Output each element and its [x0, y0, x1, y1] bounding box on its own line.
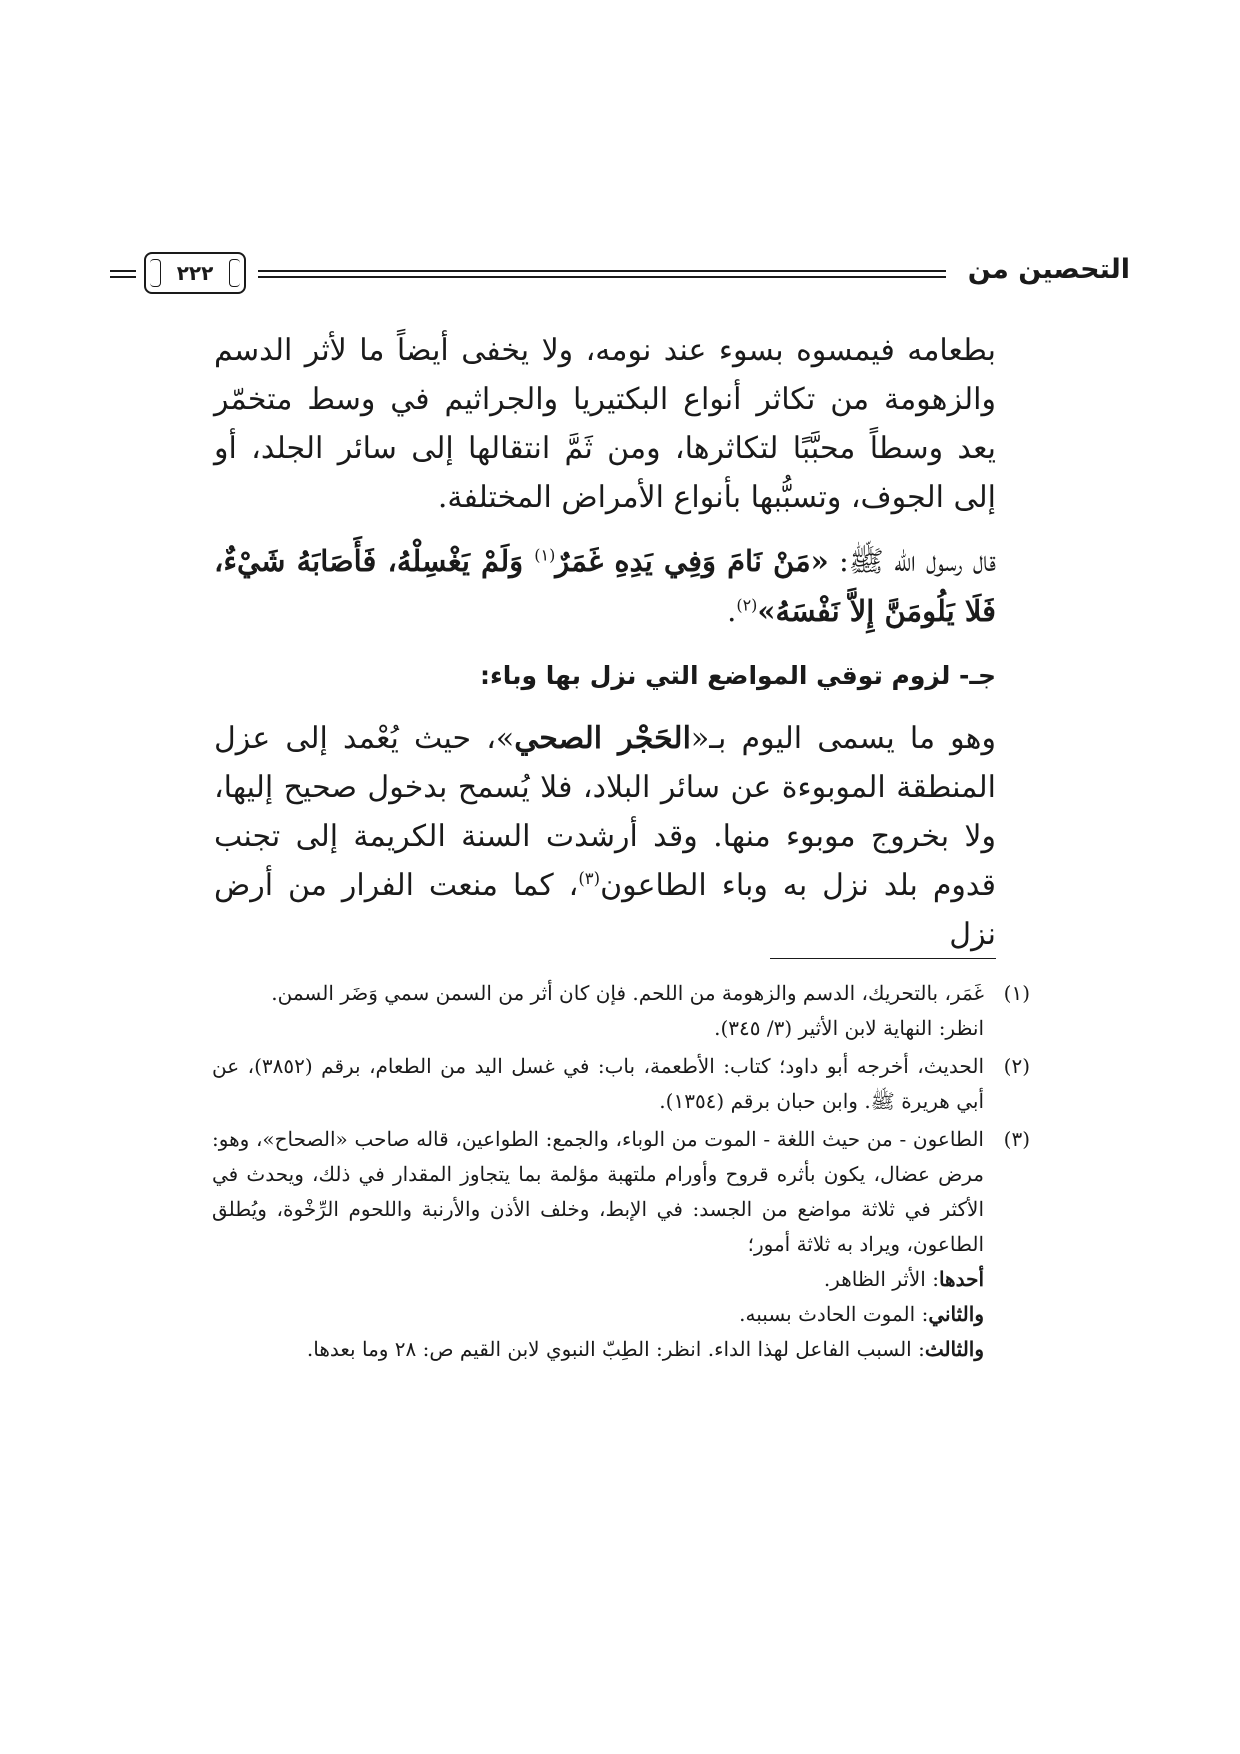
- hadith-paragraph: [214, 536, 996, 636]
- page-number-badge: [144, 252, 246, 294]
- hadith-end: .: [727, 594, 737, 628]
- footnote-3-item-1: [212, 1262, 984, 1297]
- footnote-3-item-3-label: والثالث: [924, 1337, 984, 1361]
- running-header: [110, 252, 1130, 302]
- footnote-ref-1: (١): [534, 545, 556, 565]
- page-number: ٢٢٢: [176, 261, 214, 285]
- footnote-3-text: الطاعون - من حيث اللغة - الموت من الوباء، والجمع: الطواعين، قاله صاحب «الصحاح»، وهو: مرض عضال، يكون بأثره قروح وأورام ملتهبة مؤلمة بما يتجاوز المقدار في ذلك، ويحدث في الأكثر في ثلاثة مواضع من الجسد: في الإبط، وخلف الأذن والأرنبة واللحوم الرِّخْوة، ويُطلق الطاعون، ويراد به ثلاثة أمور؛: [212, 1127, 985, 1256]
- quarantine-term: الحَجْر الصحي: [514, 721, 691, 756]
- footnote-3-item-3-text: : السبب الفاعل لهذا الداء. انظر: الطِبّ النبوي لابن القيم ص: ٢٨ وما بعدها.: [306, 1337, 925, 1361]
- footnote-1: [212, 976, 1030, 1046]
- paragraph-3: [214, 714, 996, 959]
- footnote-3-item-2-label: والثاني: [928, 1302, 984, 1326]
- footnote-3: [212, 1122, 1030, 1367]
- footnote-3-item-1-label: أحدها: [938, 1267, 984, 1291]
- paragraph-3-middle: »، حيث يُعْمد إلى عزل المنطقة الموبوءة عن سائر البلاد، فلا يُسمح بدخول صحيح إليها، ولا بخروج موبوء منها. وقد أرشدت السنة الكريمة إلى تجنب قدوم بلد نزل به وباء الطاعون: [214, 721, 996, 903]
- section-subheading: جـ- لزوم توقي المواضع التي نزل بها وباء:: [479, 661, 996, 690]
- paragraph-3-start: وهو ما يسمى اليوم بـ«: [690, 721, 996, 756]
- footnote-separator: [770, 958, 996, 959]
- footnote-3-number: (٣): [1003, 1127, 1030, 1151]
- footnote-2-number: (٢): [1003, 1054, 1030, 1078]
- header-rule-short: [110, 270, 136, 278]
- footnotes: [212, 976, 1030, 1367]
- footnote-3-item-2-text: : الموت الحادث بسببه.: [739, 1302, 929, 1326]
- footnote-1-text: غَمَر، بالتحريك، الدسم والزهومة من اللحم. فإن كان أثر من السمن سمي وَضَر السمن.: [271, 981, 984, 1005]
- footnote-3-item-1-text: : الأثر الظاهر.: [823, 1267, 939, 1291]
- footnote-ref-3: (٣): [578, 869, 601, 888]
- header-rule-long: [258, 270, 946, 278]
- footnote-1-number: (١): [1003, 981, 1030, 1005]
- hadith-text-part1: «مَنْ نَامَ وَفِي يَدِهِ غَمَرٌ: [555, 544, 829, 578]
- running-title: التحصين من: [967, 254, 1130, 285]
- footnote-1-source: انظر: النهاية لابن الأثير (٣/ ٣٤٥).: [714, 1016, 984, 1040]
- footnote-3-item-3: [212, 1332, 984, 1367]
- hadith-intro: قال رسول الله ﷺ:: [828, 544, 996, 578]
- footnote-ref-2: (٢): [736, 595, 758, 615]
- paragraph-1: بطعامه فيمسوه بسوء عند نومه، ولا يخفى أيضاً ما لأثر الدسم والزهومة من تكاثر أنواع البكتيريا والجراثيم في وسط متخمّر يعد وسطاً محبَّبًا لتكاثرها، ومن ثَمَّ انتقالها إلى سائر الجلد، أو إلى الجوف، وتسبُّبها بأنواع الأمراض المختلفة.: [214, 333, 996, 515]
- paragraph-3-end: ، كما منعت الفرار من أرض نزل: [214, 868, 996, 952]
- main-text: [214, 326, 996, 959]
- hadith-text-part2: وَلَمْ يَغْسِلْهُ، فَأَصَابَهُ شَيْءٌ، فَلَا يَلُومَنَّ إِلاَّ نَفْسَهُ»: [214, 544, 996, 628]
- footnote-2: [212, 1049, 1030, 1119]
- footnote-3-item-2: [212, 1297, 984, 1332]
- footnote-2-text: الحديث، أخرجه أبو داود؛ كتاب: الأطعمة، باب: في غسل اليد من الطعام، برقم (٣٨٥٢)، عن أبي هريرة ﷺ. وابن حبان برقم (١٣٥٤).: [212, 1054, 984, 1113]
